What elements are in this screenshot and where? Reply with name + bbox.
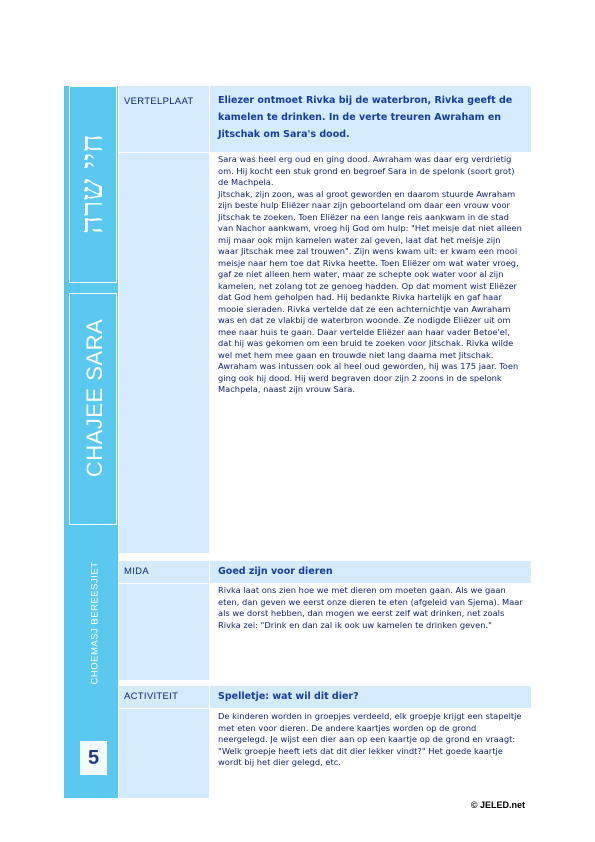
copyright-notice: © JELED.net [470,800,525,810]
vertelplaat-body [119,153,531,553]
mida-heading: Goed zijn voor dieren [218,566,333,577]
mida-left-column [119,584,209,680]
mida-text: Rivka laat ons zien hoe we met dieren om moeten gaan. Als we gaan eten, dan geven we eerst onze dieren te eten (afgeleid van Sjema). Maar als we dorst hebben, dan mogen we eerst zelf wat drinken, net zoals Rivka zei: "Drink en dan zal ik ook uw kamelen te drinken geven." [218,585,523,630]
vertelplaat-left-column [119,153,209,553]
activiteit-heading: Spelletje: wat wil dit dier? [218,691,359,702]
parasha-title: CHAJEE SARA [82,318,107,478]
hebrew-title: חיי שרה [74,134,110,234]
mida-body [119,584,531,680]
header-divider [209,686,210,708]
activiteit-label: ACTIVITEIT [124,691,179,702]
page-number-box [80,741,107,775]
series-title: CHOEMASJ BEREESJIET [89,561,101,685]
header-divider [209,561,210,583]
activiteit-header [119,686,531,708]
mida-header [119,561,531,583]
activiteit-left-column [119,709,209,798]
vertelplaat-text: Sara was heel erg oud en ging dood. Awraham was daar erg verdrietig om. Hij kocht een stuk grond en begroef Sara in de spelonk (soort grot) de Machpela. Jitschak, zijn zoon, was al groot geworden en daarom stuurde Awraham zijn beste hulp Eliëzer naar zijn geboorteland om daar een vrouw voor Jitschak te zoeken. Toen Eliëzer na een lange reis aankwam in de stad van Nachor aankwam, vroeg hij God om hulp: "Het meisje dat niet alleen mij maar ook mijn kamelen water zal geven, laat dat het meisje zijn waar Jitschak mee zal trouwen". Zijn wens kwam uit: er kwam een mooi meisje naar hem toe dat Rivka heette. Toen Eliëzer om wat water vroeg, gaf ze niet alleen hem water, maar ze schepte ook water voor al zijn kamelen, net zolang tot ze genoeg hadden. Op dat moment wist Eliëzer dat God hem geholpen had. Hij bedankte Rivka hartelijk en gaf haar mooie sieraden. Rivka vertelde dat ze een achternichtje van Awraham was en dat ze vlakbij de waterbron woonde. Ze nodigde Eliëzer uit om mee naar huis te gaan. Daar vertelde Eliëzer aan haar vader Betoe'el, dat hij was gekomen om een bruid te zoeken voor Jitschak. Rivka wilde wel met hem mee gaan en trouwde niet lang daarna met Jitschak. Awraham was intussen ook al heel oud geworden, hij was 175 jaar. Toen ging ook hij dood. Hij werd begraven door zijn 2 zoons in de spelonk Machpela, naast zijn vrouw Sara. [218,154,522,394]
activiteit-text: De kinderen worden in groepjes verdeeld, elk groepje krijgt een stapeltje met eten voor dieren. De andere kaartjes worden op de grond neergelegd. Je wijst een dier aan op een kaartje op de grond en vraagt: "Welk groepje heeft iets dat dit dier lekker vindt?" Het goede kaartje wordt bij het dier gelegd, etc. [218,711,522,767]
activiteit-body [119,709,531,798]
page-number: 5 [87,746,100,769]
vertelplaat-heading: Eliezer ontmoet Rivka bij de waterbron, Rivka geeft de kamelen te drinken. In de verte treuren Awraham en Jitschak om Sara's dood. [218,95,513,140]
mida-label: MIDA [124,566,149,577]
header-divider [209,86,210,152]
vertelplaat-header [119,86,531,152]
vertelplaat-label: VERTELPLAAT [124,96,194,107]
